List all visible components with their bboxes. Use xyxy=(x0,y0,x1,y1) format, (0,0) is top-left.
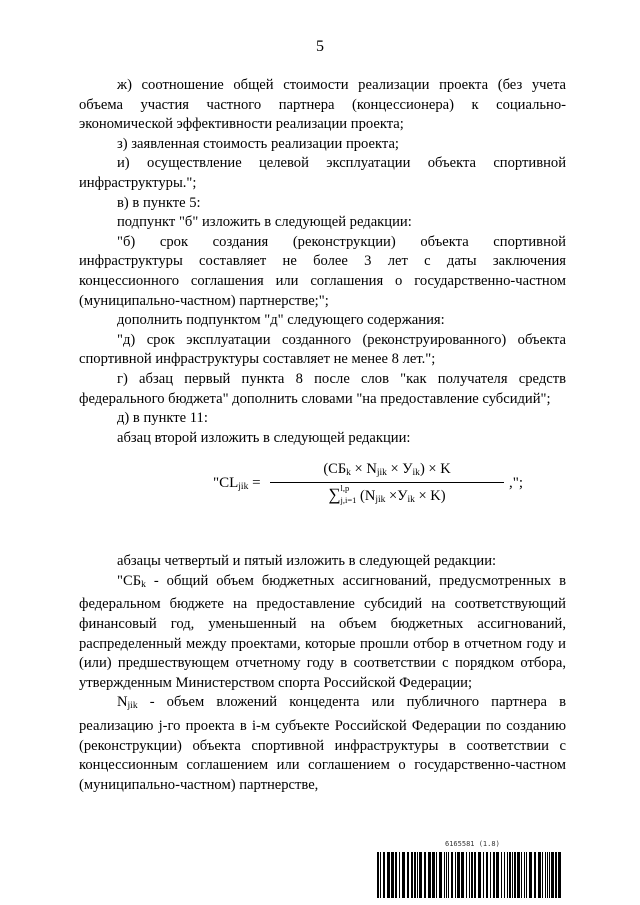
paragraph xyxy=(79,311,566,331)
paragraph xyxy=(79,154,566,193)
paragraph-text: - объем вложений концедента или публичного партнера в реализацию j-го проекта в i-м субъекте Российской Федерации по созданию (реконструкции) объекта спортивной инфраструктуры в соответствии с концессионным соглашением или соглашением о государственно-частном (муниципально-частном) партнерстве, xyxy=(79,694,566,793)
formula-numerator xyxy=(270,458,504,480)
paragraph-text: ж) соотношение общей стоимости реализации проекта (без учета объема участия частного партнера (концессионера) к социально-экономической эффективности реализации проекта; xyxy=(79,77,566,133)
paragraph-text: и) осуществление целевой эксплуатации объекта спортивной инфраструктуры."; xyxy=(79,155,566,191)
paragraph xyxy=(79,370,566,409)
term-symbol: N xyxy=(117,694,128,711)
den-open: (N xyxy=(360,488,376,505)
num-close: ) × K xyxy=(419,461,451,478)
formula-lhs xyxy=(213,474,261,498)
barcode-label: 6165581 (1.8) xyxy=(445,840,500,848)
num-y-sub: ik xyxy=(412,468,420,479)
paragraph xyxy=(79,194,566,214)
paragraph xyxy=(79,409,566,429)
den-y-sub: ik xyxy=(407,495,415,506)
paragraph xyxy=(79,572,566,694)
paragraph-text: "б) срок создания (реконструкции) объекта спортивной инфраструктуры составляет не более 3 лет с даты заключения концессионного соглашения или соглашения о государственно-частном (муниципально-частном) партнерстве;"; xyxy=(79,233,566,309)
formula-fraction xyxy=(270,458,504,507)
sigma-upper: l,p xyxy=(340,483,350,494)
sigma-limits xyxy=(341,485,357,509)
num-sb-sub: k xyxy=(346,468,351,479)
paragraph-text: - общий объем бюджетных ассигнований, предусмотренных в федеральном бюджете на предоставление субсидий на соответствующий финансовый год, уменьшенный на объем бюджетных ассигнований, распределенный между проектами, которые прошли отбор в отчетном году и (или) предшествующем отчетному году в соответствии с порядком отбора, утвержденным Министерством спорта Российской Федерации; xyxy=(79,572,566,691)
term-subscript: jik xyxy=(127,701,138,712)
document-body xyxy=(79,76,566,795)
paragraph xyxy=(79,552,566,572)
term-symbol: "СБ xyxy=(117,572,142,589)
formula-equals: = xyxy=(252,475,261,492)
den-n-sub: jik xyxy=(375,495,386,506)
paragraph-text: д) в пункте 11: xyxy=(117,410,208,427)
formula-tail: ,"; xyxy=(509,475,524,492)
paragraph-text: абзацы четвертый и пятый изложить в следующей редакции: xyxy=(117,553,497,570)
paragraph xyxy=(79,213,566,233)
paragraph xyxy=(79,76,566,135)
num-times-y: × У xyxy=(390,461,413,478)
formula-lhs-symbol: "CL xyxy=(213,475,239,492)
sigma-lower: j,i=1 xyxy=(340,495,357,506)
page-number: 5 xyxy=(316,38,324,55)
paragraph-text: г) абзац первый пункта 8 после слов "как получателя средств федерального бюджета" дополнить словами "на предоставление субсидий"; xyxy=(79,370,566,407)
formula-lhs-subscript: jik xyxy=(238,482,249,493)
paragraphs-after-formula xyxy=(79,552,566,795)
term-subscript: k xyxy=(141,579,146,590)
paragraph xyxy=(79,429,566,449)
paragraph-text: абзац второй изложить в следующей редакции: xyxy=(117,429,411,446)
formula-cl-jik xyxy=(79,458,566,530)
num-open: (СБ xyxy=(323,461,347,478)
barcode-icon xyxy=(377,852,563,898)
paragraph xyxy=(79,693,566,795)
num-n-sub: jik xyxy=(376,468,387,479)
formula-denominator xyxy=(270,483,504,507)
paragraph xyxy=(79,233,566,311)
paragraph-text: з) заявленная стоимость реализации проекта; xyxy=(117,135,399,152)
paragraph-text: "д) срок эксплуатации созданного (реконструированного) объекта спортивной инфраструктуры составляет не менее 8 лет."; xyxy=(79,331,566,368)
den-times-y: ×У xyxy=(389,488,408,505)
paragraph xyxy=(79,331,566,370)
num-times-n: × N xyxy=(354,461,377,478)
paragraph-text: подпункт "б" изложить в следующей редакции: xyxy=(117,214,412,231)
sigma-symbol: ∑ xyxy=(328,485,341,505)
paragraph xyxy=(79,135,566,155)
paragraph-text: в) в пункте 5: xyxy=(117,194,201,211)
paragraphs-before-formula xyxy=(79,76,566,448)
den-close: × K) xyxy=(418,488,446,505)
paragraph-text: дополнить подпунктом "д" следующего содержания: xyxy=(117,312,445,329)
